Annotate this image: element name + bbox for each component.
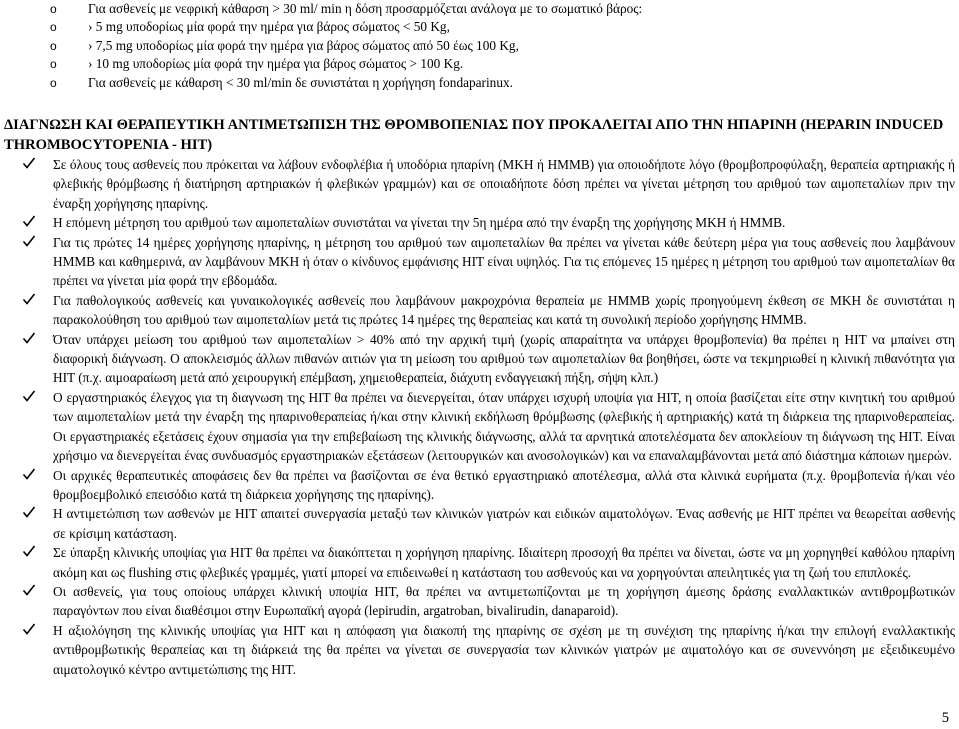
circle-bullet-icon: o [50, 20, 57, 35]
recommendation-item [0, 155, 959, 213]
circle-bullet-icon: o [50, 2, 57, 16]
dosing-list-text: › 10 mg υποδορίως μία φορά την ημέρα για βάρος σώματος > 100 Kg. [88, 56, 464, 72]
checkmark-icon [22, 234, 36, 248]
recommendation-text: Σε όλους τους ασθενείς που πρόκειται να λάβουν ενδοφλέβια ή υποδόρια ηπαρίνη (ΜΚΗ ή ΗΜΜΒ) για οποιοδήποτε λόγο (θρομβοπροφύλαξη, θεραπεία αρτηριακής ή φλεβικής θρόμβωσης ή διατήρηση αρτηριακών ή φλεβικών γραμμών) και σε οποιαδήποτε δόση πρέπει να γίνεται μέτρηση του αριθμού των αιμοπεταλίων πριν την έναρξη χορήγησης ηπαρίνης. [53, 157, 955, 211]
page-number: 5 [941, 710, 949, 726]
checkmark-icon [22, 622, 36, 636]
checkmark-icon [22, 467, 36, 481]
recommendation-text: Η επόμενη μέτρηση του αριθμού των αιμοπεταλίων συνιστάται να γίνεται την 5η ημέρα από την έναρξη της χορήγησης ΜΚΗ ή ΗΜΜΒ. [53, 215, 786, 231]
dosing-list-text: Για ασθενείς με κάθαρση < 30 ml/min δε συνιστάται η χορήγηση fondaparinux. [88, 74, 513, 90]
checkmark-icon [22, 156, 36, 170]
checkmark-icon [22, 544, 36, 558]
recommendation-item [0, 543, 959, 582]
recommendation-item [0, 504, 959, 543]
recommendation-item [0, 621, 959, 679]
recommendation-item [0, 213, 959, 232]
dosing-list-item [0, 74, 959, 92]
recommendation-text: Οι αρχικές θεραπευτικές αποφάσεις δεν θα πρέπει να βασίζονται σε ένα θετικό εργαστηριακό αποτέλεσμα, αλλά στα κλινικά ευρήματα (π.χ. θρομβοπενία ή/και νέο θρομβοεμβολικό επεισόδιο κατά τη διάρκεια χορήγησης της ηπαρίνης). [53, 467, 955, 502]
checkmark-icon [22, 583, 36, 597]
checkmark-icon [22, 214, 36, 228]
dosing-list-text: › 5 mg υποδορίως μία φορά την ημέρα για βάρος σώματος < 50 Kg, [88, 19, 450, 35]
recommendation-text: Ο εργαστηριακός έλεγχος για τη διαγνωση της ΗΙΤ θα πρέπει να διενεργείται, όταν υπάρχει ισχυρή υποψία για ΗΙΤ, η οποία βασίζεται είτε στην κινητική του αριθμού των αιμοπεταλίων μετά την έναρξη της ηπαρινοθεραπείας ή/και στην κλινική εκδήλωση θρόμβωσης (φλεβικής ή αρτηριακής) κατά τη διάρκεια της ηπαρινοθεραπείας. Οι εργαστηριακές εξετάσεις έχουν σημασία για την επιβεβαίωση της κλινικής διάγνωσης, αλλά τα αρνητικά αποτελέσματα δεν αποκλείουν τη διάγνωση της ΗΙΤ. Είναι χρήσιμο να διενεργείται ένας συνδυασμός εργαστηριακών εξετάσεων (λειτουργικών και ανοσολογικών) και να επαναλαμβάνονται μετά από διάστημα κάποιων ημερών. [53, 389, 955, 464]
dosing-list-item [0, 37, 959, 55]
dosing-list-text: Για ασθενείς με νεφρική κάθαρση > 30 ml/ min η δόση προσαρμόζεται ανάλογα με το σωματικό βάρος: [88, 1, 643, 16]
dosing-list-item [0, 18, 959, 36]
recommendation-text: Σε ύπαρξη κλινικής υποψίας για ΗΙΤ θα πρέπει να διακόπτεται η χορήγηση ηπαρίνης. Ιδιαίτερη προσοχή θα πρέπει να δίνεται, ώστε να μη χορηγηθεί καθόλου ηπαρίνη ακόμη και ως flushing στις φλεβικές γραμμές, γιατί μπορεί να επιδεινωθεί η κατάσταση του ασθενούς και να χορηγούνται απειλητικές για τη ζωή του επιπλοκές. [53, 545, 955, 580]
recommendation-item [0, 233, 959, 291]
circle-bullet-icon: o [50, 57, 57, 72]
recommendation-text: Όταν υπάρχει μείωση του αριθμού των αιμοπεταλίων > 40% από την αρχική τιμή (χωρίς απαραίτητα να υπάρχει θρομβοπενία) θα πρέπει η ΗΙΤ να μπαίνει στη διαφορική διάγνωση. Ο αποκλεισμός άλλων πιθανών αιτιών για τη μείωση του αριθμού των αιμοπεταλίων θα βοηθήσει, ώστε να τεκμηριωθεί η κλινική πιθανότητα για ΗΙΤ (π.χ. αιμοαραίωση μετά από χειρουργική επέμβαση, χημειοθεραπεία, διάχυτη ενδαγγειακή πήξη, σήψη κλπ.) [53, 331, 955, 386]
recommendation-item [0, 388, 959, 466]
recommendation-text: Για παθολογικούς ασθενείς και γυναικολογικές ασθενείς που λαμβάνουν μακροχρόνια θεραπεία με ΗΜΜΒ χωρίς προηγούμενη έκθεση σε ΜΚΗ δε συνιστάται η παρακολούθηση του αριθμού των αιμοπεταλίων μετά τις πρώτες 14 ημέρες της θεραπείας και κατά τη συνολική περίοδο χορήγησης ΗΜΜΒ. [53, 292, 955, 328]
recommendation-item [0, 582, 959, 621]
recommendation-text: Η αξιολόγηση της κλινικής υποψίας για ΗΙΤ και η απόφαση για διακοπή της ηπαρίνης σε σχέση με τη συνέχιση της ηπαρίνης ή/και την επιλογή εναλλακτικής αντιθρομβωτικής θεραπείας και τη διάρκειά της θα πρέπει να γίνεται σε συνεργασία των κλινικών γιατρών με αιματολόγο και σε συνεννόηση με εξειδικευμένο αιματολογικό κέντρο αντιμετώπισης της ΗΙΤ. [53, 622, 955, 677]
section-heading: ΔΙΑΓΝΩΣΗ ΚΑΙ ΘΕΡΑΠΕΥΤΙΚΗ ΑΝΤΙΜΕΤΩΠΙΣΗ ΤΗΣ ΘΡΟΜΒΟΠΕΝΙΑΣ ΠΟΥ ΠΡΟΚΑΛΕΙΤΑΙ ΑΠΟ ΤΗΝ ΗΠΑΡΙΝΗ (HEPARIN INDUCED THROMBOCYTOPENIA - HIT) [4, 117, 944, 153]
dosing-list-item [0, 55, 959, 73]
checkmark-icon [22, 331, 36, 345]
recommendation-text: Για τις πρώτες 14 ημέρες χορήγησης ηπαρίνης, η μέτρηση του αριθμού των αιμοπεταλίων θα πρέπει να γίνεται κάθε δεύτερη μέρα για τους ασθενείς που λαμβάνουν ΗΜΜΒ και καθημερινά, αν λαμβάνουν ΜΚΗ ή όταν ο κίνδυνος εμφάνισης ΗΙΤ είναι υψηλός. Για τις επόμενες 15 ημέρες η μέτρηση του αριθμού των αιμοπεταλίων θα πρέπει να γίνεται μία φορά την εβδομάδα. [53, 234, 955, 289]
recommendation-item [0, 291, 959, 330]
fondaparinux-dosing-list [0, 0, 959, 92]
circle-bullet-icon: o [50, 38, 57, 53]
recommendation-item [0, 330, 959, 388]
dosing-list-text: › 7,5 mg υποδορίως μία φορά την ημέρα για βάρος σώματος από 50 έως 100 Kg, [88, 37, 519, 53]
dosing-list-item [0, 0, 959, 18]
recommendation-text: Οι ασθενείς, για τους οποίους υπάρχει κλινική υποψία ΗΙΤ, θα πρέπει να αντιμετωπίζονται με τη χορήγηση άμεσης δράσης εναλλακτικών αντιθρομβωτικών παραγόντων που είναι διαθέσιμοι στην Ευρωπαϊκή αγορά (lepirudin, argatroban, bivalirudin, danaparoid). [53, 583, 955, 619]
checkmark-icon [22, 389, 36, 403]
circle-bullet-icon: o [50, 75, 57, 90]
hit-recommendations-list [0, 155, 959, 679]
checkmark-icon [22, 292, 36, 306]
recommendation-text: Η αντιμετώπιση των ασθενών με ΗΙΤ απαιτεί συνεργασία μεταξύ των κλινικών γιατρών και ειδικών αιματολόγων. Ένας ασθενής με ΗΙΤ πρέπει να θεωρείται ασθενής σε κρίσιμη κατάσταση. [53, 506, 955, 541]
checkmark-icon [22, 505, 36, 519]
recommendation-item [0, 466, 959, 505]
